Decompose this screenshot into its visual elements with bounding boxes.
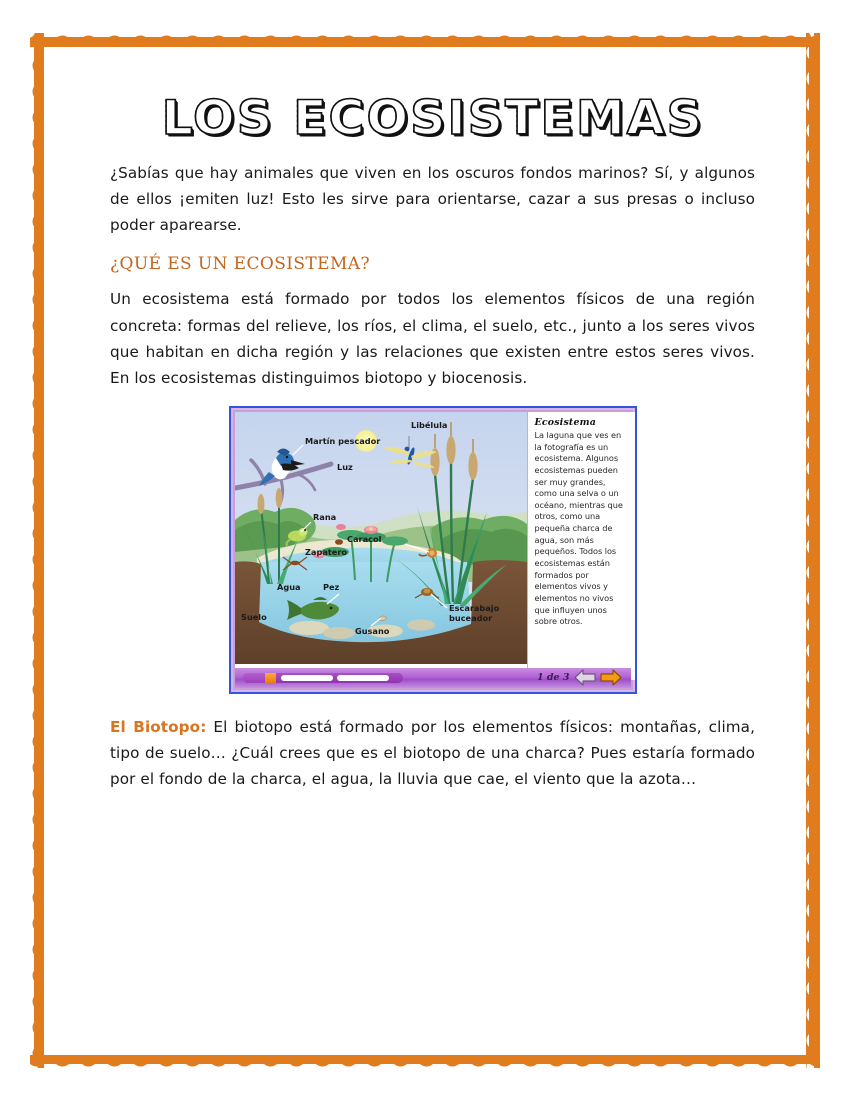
label-kingfisher: Martín pescador (304, 435, 380, 446)
label-fish: Pez (322, 581, 339, 592)
label-water-strider: Zapatero (304, 546, 347, 557)
previous-arrow-icon[interactable] (573, 669, 597, 686)
slider-segment-1 (281, 675, 333, 681)
lily-flower-3 (336, 524, 346, 530)
panel-body-text: La laguna que ves en la fotografía es un ecosistema. Algunos ecosistemas pueden ser muy grandes, como una selva o un océano, mientras que otros, como una pequeña charca de agua, son más pequeños. Todos los ecosistemas están formados por elementos vivos y elementos no vivos que influyen unos sobre otros. (534, 429, 623, 627)
panel-title: Ecosistema (534, 416, 597, 428)
ecosystem-illustration-widget[interactable] (229, 406, 637, 694)
widget-info-panel (527, 412, 635, 680)
biotopo-lead-in: El Biotopo: (110, 717, 207, 736)
pond-scene-illustration (235, 412, 527, 664)
next-arrow-icon[interactable] (599, 669, 623, 686)
biotopo-body: El biotopo está formado por los elementos físicos: montañas, clima, tipo de suelo… ¿Cuál crees que es el biotopo de una charca? Pues estaría formado por el fondo de la charca, el agua, la lluvia que cae, el viento que la azota… (110, 717, 755, 789)
label-worm: Gusano (354, 625, 389, 636)
document-content (110, 91, 755, 807)
label-snail: Caracol (346, 533, 381, 544)
section-heading: ¿QUÉ ES UN ECOSISTEMA? (110, 254, 370, 275)
label-frog: Rana (312, 511, 336, 522)
label-water: Agua (276, 581, 301, 592)
label-diving-beetle-line2: buceador (448, 612, 492, 623)
widget-navigation-bar[interactable] (235, 668, 631, 688)
slider-knob[interactable] (265, 673, 276, 683)
ecosystem-definition-paragraph: Un ecosistema está formado por todos los elementos físicos de una región concreta: formas del relieve, los ríos, el clima, el suelo, etc., junto a los seres vivos que habitan en dicha región y las relaciones que existen entre estos seres vivos. En los ecosistemas distinguimos biotopo y biocenosis. (110, 290, 755, 387)
progress-slider[interactable] (243, 673, 403, 683)
slider-segment-2 (337, 675, 389, 681)
label-soil: Suelo (240, 611, 267, 622)
widget-inner-frame (233, 410, 633, 690)
label-diving-beetle-line1: Escarabajo (448, 602, 499, 613)
lily-flower (364, 526, 378, 534)
slider-track-fill (243, 673, 265, 683)
title-container (110, 91, 755, 146)
biotopo-paragraph (110, 714, 755, 792)
page-title: LOS ECOSISTEMAS (161, 91, 704, 146)
page-indicator: 1 de 3 (536, 672, 570, 684)
beetle-on-leaf (335, 539, 343, 545)
label-dragonfly: Libélula (410, 419, 447, 430)
intro-paragraph: ¿Sabías que hay animales que viven en los oscuros fondos marinos? Sí, y algunos de ellos ¡emiten luz! Esto les sirve para orientarse, cazar a sus presas o incluso poder aparearse. (110, 164, 755, 235)
label-light: Luz (336, 461, 353, 472)
